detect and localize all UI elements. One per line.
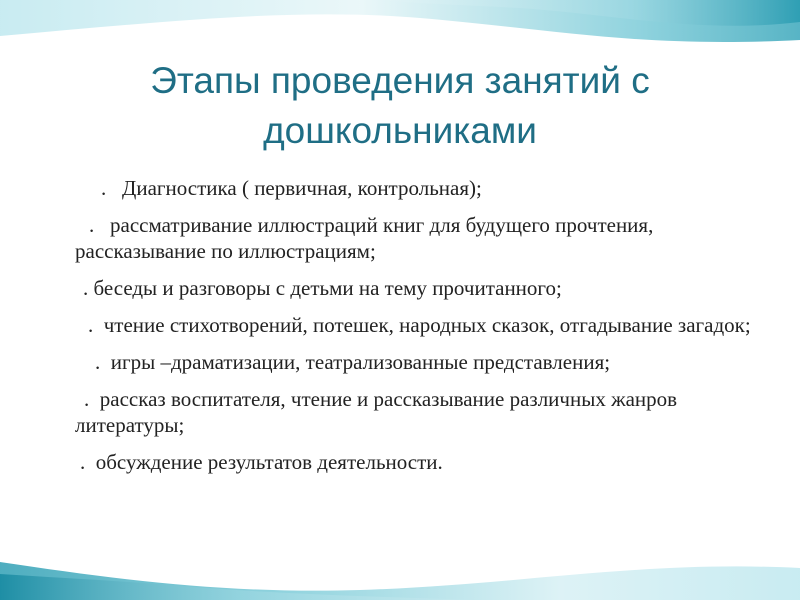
- bullet-text: беседы и разговоры с детьми на тему прочитанного;: [93, 276, 562, 300]
- bullet-item: [75, 349, 765, 375]
- bullet-text: игры –драматизации, театрализованные представления;: [110, 350, 611, 374]
- bullet-text: рассматривание иллюстраций книг для будущего прочтения, рассказывание по иллюстрациям;: [75, 213, 654, 263]
- bullet-text: рассказ воспитателя, чтение и рассказывание различных жанров литературы;: [75, 387, 678, 437]
- bullet-marker: .: [88, 313, 104, 337]
- bullet-marker: .: [84, 387, 100, 411]
- bullet-marker: .: [89, 213, 110, 237]
- bullet-marker: .: [80, 450, 96, 474]
- slide-title: Этапы проведения занятий с дошкольниками: [150, 60, 650, 151]
- bullet-text: Диагностика ( первичная, контрольная);: [122, 176, 482, 200]
- bullet-item: [75, 312, 765, 338]
- bullet-marker: .: [95, 350, 111, 374]
- bullet-item: [75, 175, 765, 201]
- bullet-text: чтение стихотворений, потешек, народных сказок, отгадывание загадок;: [103, 313, 751, 337]
- bullet-item: [75, 275, 765, 301]
- bullet-text: обсуждение результатов деятельности.: [95, 450, 443, 474]
- bullet-marker: .: [101, 176, 122, 200]
- bullet-item: [75, 449, 765, 475]
- bullet-item: [75, 386, 765, 438]
- bullet-marker: .: [83, 276, 94, 300]
- bullet-list: [75, 175, 765, 486]
- bullet-item: [75, 212, 765, 264]
